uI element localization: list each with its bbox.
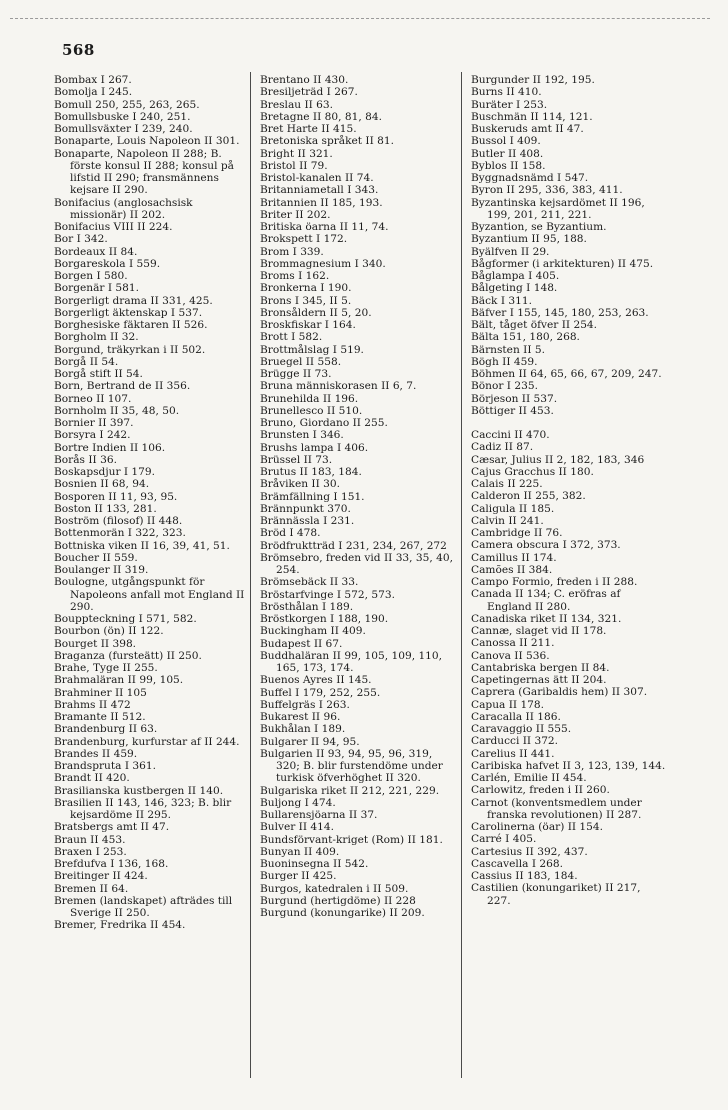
index-entry: Bottenmorän I 322, 323. [54, 527, 186, 540]
index-entry: Bulver II 414. [260, 821, 335, 834]
index-entry: Brahe, Tyge II 255. [54, 662, 158, 674]
column-separator [461, 72, 462, 1078]
index-entry: Canossa II 211. [471, 637, 555, 650]
index-entry: Bratsbergs amt II 47. [54, 821, 170, 834]
index-entry: Capua II 178. [471, 698, 545, 711]
index-entry: Brandenburg, kurfurstar af II 244. [54, 735, 240, 748]
index-entry: Butler II 408. [471, 147, 544, 160]
index-entry: Burgund (konungarike) II 209. [260, 907, 425, 919]
index-entry: Bomolja I 245. [54, 86, 133, 99]
page-number: 568 [62, 41, 95, 59]
index-entry: Brutus II 183, 184. [260, 466, 362, 478]
index-entry: Cassius II 183, 184. [471, 870, 578, 882]
index-entry: Börjeson II 537. [471, 392, 558, 405]
index-entry: Byzantion, se Byzantium. [471, 221, 607, 233]
index-entry: Carlén, Emilie II 454. [471, 772, 587, 784]
index-entry: Borghesiske fäktaren II 526. [54, 319, 208, 331]
index-entry: Brahminer II 105 [54, 686, 147, 699]
index-entry: Borgå stift II 54. [54, 368, 143, 380]
index-entry: Brom I 339. [260, 245, 324, 258]
index-entry: Capetingernas ätt II 204. [471, 674, 607, 686]
index-entry: Cadiz II 87. [471, 441, 534, 454]
index-entry: Brunellesco II 510. [260, 404, 363, 417]
index-entry: Brämfällning I 151. [260, 490, 365, 503]
index-entry: Bålgeting I 148. [471, 282, 558, 295]
index-entry: Bronkerna I 190. [260, 282, 352, 295]
index-entry: Burgos, katedralen i II 509. [260, 882, 409, 895]
index-entry: Bretoniska språket II 81. [260, 135, 394, 148]
index-entry: Bosnien II 68, 94. [54, 478, 150, 491]
index-entry: Bourbon (ön) II 122. [54, 625, 164, 638]
index-entry: Brahmaläran II 99, 105. [54, 674, 184, 687]
index-entry: Bäck I 311. [471, 294, 532, 307]
index-entry: Borgholm II 32. [54, 331, 139, 344]
index-entry: Brushs lampa I 406. [260, 441, 369, 454]
index-entry: Cascavella I 268. [471, 857, 563, 870]
index-entry: Bäfver I 155, 145, 180, 253, 263. [471, 306, 649, 319]
index-entry: Buskeruds amt II 47. [471, 123, 584, 135]
index-entry: Broskfiskar I 164. [260, 319, 356, 331]
index-entry: Brömsebro, freden vid II 33, 35, 40, 254. [260, 551, 453, 576]
index-entry: Bögh II 459. [471, 355, 538, 368]
index-entry: Carré I 405. [471, 833, 537, 846]
index-entry: Bramante II 512. [54, 711, 146, 723]
index-entry: Buddhaläran II 99, 105, 109, 110, 165, 173, 174. [260, 649, 443, 674]
index-entry: Bouppteckning I 571, 582. [54, 613, 197, 625]
index-entry: Bret Harte II 415. [260, 123, 357, 135]
index-entry: Bussol I 409. [471, 135, 541, 148]
index-entry: Caligula II 185. [471, 502, 555, 515]
index-entry: Borgund, träkyrkan i II 502. [54, 343, 206, 356]
index-entry: Braganza (fursteätt) II 250. [54, 649, 202, 662]
index-entry: Cajus Gracchus II 180. [471, 465, 594, 478]
index-entry: Bresiljeträd I 267. [260, 86, 358, 99]
index-entry: Brännässla I 231. [260, 515, 355, 527]
index-entry: Bosporen II 11, 93, 95. [54, 490, 178, 503]
index-entry: Borgerligt äktenskap I 537. [54, 306, 203, 319]
index-column-3 [471, 74, 667, 907]
index-entry: Brödfruktträd I 231, 234, 267, 272 [260, 539, 447, 552]
index-entry: Bonaparte, Louis Napoleon II 301. [54, 135, 240, 148]
index-entry: Boskapsdjur I 179. [54, 466, 156, 478]
index-entry: Brokspett I 172. [260, 233, 348, 246]
index-entry: Budapest II 67. [260, 637, 343, 650]
index-entry: Brons I 345, II 5. [260, 294, 352, 307]
index-entry: Bonaparte, Napoleon II 288; B. förste konsul II 288; konsul på lifstid II 290; fransmännens kejsare II 290. [54, 147, 234, 197]
index-entry: Bonifacius (anglosachsisk missionär) II 202. [54, 196, 193, 221]
index-entry: Bremer, Fredrika II 454. [54, 919, 186, 932]
index-entry: Burger II 425. [260, 870, 337, 883]
index-entry: Brottmålslag I 519. [260, 343, 364, 356]
index-entry: Calvin II 241. [471, 514, 544, 527]
index-entry: Byzantinska kejsardömet II 196, 199, 201, 211, 221. [471, 196, 645, 221]
index-entry: Bröstkorgen I 188, 190. [260, 613, 389, 625]
index-entry: Caprera (Garibaldis hem) II 307. [471, 686, 648, 699]
index-entry: Brömsebäck II 33. [260, 576, 359, 589]
index-entry: Carnot (konventsmedlem under franska revolutionen) II 287. [471, 796, 642, 821]
index-entry: Brommagnesium I 340. [260, 257, 386, 270]
index-entry: Bourget II 398. [54, 637, 137, 650]
index-entry: Britiska öarna II 11, 74. [260, 221, 389, 233]
index-entry: Bright II 321. [260, 147, 333, 160]
top-rule [10, 18, 710, 19]
index-entry: Bröstarfvinge I 572, 573. [260, 588, 395, 601]
index-entry: Brott I 582. [260, 331, 323, 344]
index-entry: Braun II 453. [54, 833, 126, 846]
index-entry: Bordeaux II 84. [54, 245, 138, 258]
index-entry: Brösthålan I 189. [260, 600, 354, 613]
index-entry: Canada II 134; C. eröfras af England II 280. [471, 588, 621, 613]
index-entry: Cantabriska bergen II 84. [471, 661, 610, 674]
index-entry: Borneo II 107. [54, 392, 132, 405]
index-entry: Brentano II 430. [260, 74, 349, 86]
index-entry: Caribiska hafvet II 3, 123, 139, 144. [471, 759, 666, 772]
index-entry: Calais II 225. [471, 478, 543, 490]
index-entry: Båglampa I 405. [471, 270, 560, 282]
index-entry: Caracalla II 186. [471, 710, 561, 723]
index-entry: Camera obscura I 372, 373. [471, 539, 621, 552]
index-entry: Bomull 250, 255, 263, 265. [54, 98, 200, 111]
index-entry: Bonifacius VIII II 224. [54, 221, 173, 233]
index-entry: Byzantium II 95, 188. [471, 233, 587, 246]
index-entry: Brefdufva I 136, 168. [54, 858, 169, 870]
index-entry: Buenos Ayres II 145. [260, 674, 372, 687]
index-entry: Burgunder II 192, 195. [471, 74, 595, 86]
index-entry: Bristol-kanalen II 74. [260, 172, 374, 184]
index-entry: Brüssel II 73. [260, 453, 333, 466]
index-entry: Boucher II 559. [54, 551, 138, 564]
index-entry: Brunsten I 346. [260, 429, 344, 442]
column-separator [250, 72, 251, 1078]
index-entry: Borås II 36. [54, 453, 117, 466]
index-entry: Buoninsegna II 542. [260, 858, 369, 870]
index-entry: Bundsförvant-kriget (Rom) II 181. [260, 833, 443, 846]
index-entry: Bornier II 397. [54, 417, 134, 429]
index-entry: Cambridge II 76. [471, 527, 563, 539]
index-entry: Bröd I 478. [260, 527, 321, 540]
index-entry: Bruegel II 558. [260, 355, 342, 368]
index-entry: Brasilianska kustbergen II 140. [54, 784, 224, 797]
index-entry: Bortre Indien II 106. [54, 441, 166, 454]
index-entry: Castilien (konungariket) II 217, 227. [471, 882, 641, 907]
index-entry: Brännpunkt 370. [260, 502, 351, 515]
index-entry: Brahms II 472 [54, 698, 131, 711]
index-entry: Briter II 202. [260, 208, 331, 221]
index-entry: Carelius II 441. [471, 747, 555, 760]
index-entry: Byblos II 158. [471, 159, 546, 172]
index-entry: Britannien II 185, 193. [260, 196, 383, 209]
index-entry: Bukhålan I 189. [260, 723, 346, 736]
index-entry: Bottniska viken II 16, 39, 41, 51. [54, 539, 230, 552]
index-entry: Bågformer (i arkitekturen) II 475. [471, 257, 654, 270]
index-entry: Brasilien II 143, 146, 323; B. blir kejsardöme II 295. [54, 796, 232, 821]
index-entry: Bält, tåget öfver II 254. [471, 319, 598, 331]
index-entry: Buschmän II 114, 121. [471, 110, 593, 123]
index-entry: Bruno, Giordano II 255. [260, 417, 388, 429]
index-entry: Bukarest II 96. [260, 711, 341, 723]
index-column-1 [54, 74, 249, 932]
index-entry: Canadiska riket II 134, 321. [471, 612, 622, 625]
index-entry: Borgen I 580. [54, 270, 128, 282]
index-entry: Bönor I 235. [471, 380, 538, 393]
index-entry: Bornholm II 35, 48, 50. [54, 404, 180, 417]
index-entry: Brandt II 420. [54, 772, 130, 785]
index-entry: Carducci II 372. [471, 735, 559, 748]
index-entry: Byron II 295, 336, 383, 411. [471, 184, 623, 197]
index-entry: Canova II 536. [471, 649, 550, 662]
index-column-2 [260, 74, 453, 919]
index-entry: Bronsåldern II 5, 20. [260, 306, 372, 319]
index-entry: Bruna människorasen II 6, 7. [260, 380, 417, 393]
index-entry: Buckingham II 409. [260, 625, 366, 638]
index-entry: Camões II 384. [471, 563, 553, 576]
index-entry: Böttiger II 453. [471, 404, 554, 417]
index-entry: Borsyra I 242. [54, 429, 131, 442]
index-entry: Bulgarer II 94, 95. [260, 735, 360, 748]
index-entry: Britanniametall I 343. [260, 184, 379, 197]
index-entry: Bomullsbuske I 240, 251. [54, 110, 191, 123]
index-entry: Borgareskola I 559. [54, 257, 161, 270]
index-entry: Bulgariska riket II 212, 221, 229. [260, 784, 440, 797]
index-entry: Brandenburg II 63. [54, 723, 158, 736]
index-entry: Bremen (landskapet) afträdes till Sverige II 250. [54, 894, 233, 919]
index-entry: Caccini II 470. [471, 429, 550, 441]
index-entry: Burgund (hertigdöme) II 228 [260, 894, 416, 907]
index-entry: Buräter I 253. [471, 98, 548, 111]
index-entry: Borgenär I 581. [54, 282, 139, 295]
index-entry: Burns II 410. [471, 86, 542, 99]
index-entry: Buffel I 179, 252, 255. [260, 686, 381, 699]
index-entry: Breslau II 63. [260, 98, 334, 111]
index-entry: Byälfven II 29. [471, 245, 550, 258]
index-entry: Braxen I 253. [54, 845, 127, 858]
index-entry: Broms I 162. [260, 270, 330, 282]
index-entry: Born, Bertrand de II 356. [54, 380, 191, 393]
index-entry: Cannæ, slaget vid II 178. [471, 625, 607, 637]
index-entry: Borgå II 54. [54, 355, 119, 368]
index-entry: Bullarensjöarna II 37. [260, 809, 378, 821]
index-entry: Bremen II 64. [54, 882, 129, 895]
index-entry: Borgerligt drama II 331, 425. [54, 294, 213, 307]
index-entry: Caravaggio II 555. [471, 723, 572, 735]
index-entry: Bombax I 267. [54, 74, 132, 86]
index-entry: Breitinger II 424. [54, 870, 148, 883]
index-entry: Bärnsten II 5. [471, 343, 545, 356]
index-entry: Boulanger II 319. [54, 564, 149, 576]
index-entry: Byggnadsnämd I 547. [471, 172, 589, 184]
index-entry: Buffelgräs I 263. [260, 698, 350, 711]
index-entry: Brandspruta I 361. [54, 760, 156, 772]
index-entry: Calderon II 255, 382. [471, 490, 586, 503]
section-gap [471, 417, 667, 429]
index-entry: Brunehilda II 196. [260, 392, 359, 405]
index-entry: Bomullsväxter I 239, 240. [54, 123, 193, 135]
index-entry: Boston II 133, 281. [54, 502, 157, 515]
index-entry: Campo Formio, freden i II 288. [471, 576, 638, 588]
index-entry: Bristol II 79. [260, 159, 328, 172]
index-entry: Bunyan II 409. [260, 845, 340, 858]
index-entry: Cartesius II 392, 437. [471, 845, 588, 858]
index-entry: Boulogne, utgångspunkt för Napoleons anfall mot England II 290. [54, 576, 245, 613]
index-entry: Brandes II 459. [54, 747, 138, 760]
index-entry: Bråviken II 30. [260, 478, 341, 491]
index-entry: Buljong I 474. [260, 796, 336, 809]
index-entry: Bälta 151, 180, 268. [471, 331, 580, 344]
index-entry: Brügge II 73. [260, 368, 332, 380]
index-entry: Böhmen II 64, 65, 66, 67, 209, 247. [471, 368, 662, 380]
index-entry: Bretagne II 80, 81, 84. [260, 110, 382, 123]
index-entry: Carolinerna (öar) II 154. [471, 821, 604, 833]
index-entry: Camillus II 174. [471, 551, 557, 564]
index-entry: Carlowitz, freden i II 260. [471, 784, 610, 797]
index-entry: Bulgarien II 93, 94, 95, 96, 319, 320; B. blir furstendöme under turkisk öfverhöghet II 320. [260, 747, 443, 785]
index-entry: Boström (filosof) II 448. [54, 515, 183, 527]
index-entry: Bor I 342. [54, 233, 108, 246]
index-entry: Cæsar, Julius II 2, 182, 183, 346 [471, 453, 645, 466]
